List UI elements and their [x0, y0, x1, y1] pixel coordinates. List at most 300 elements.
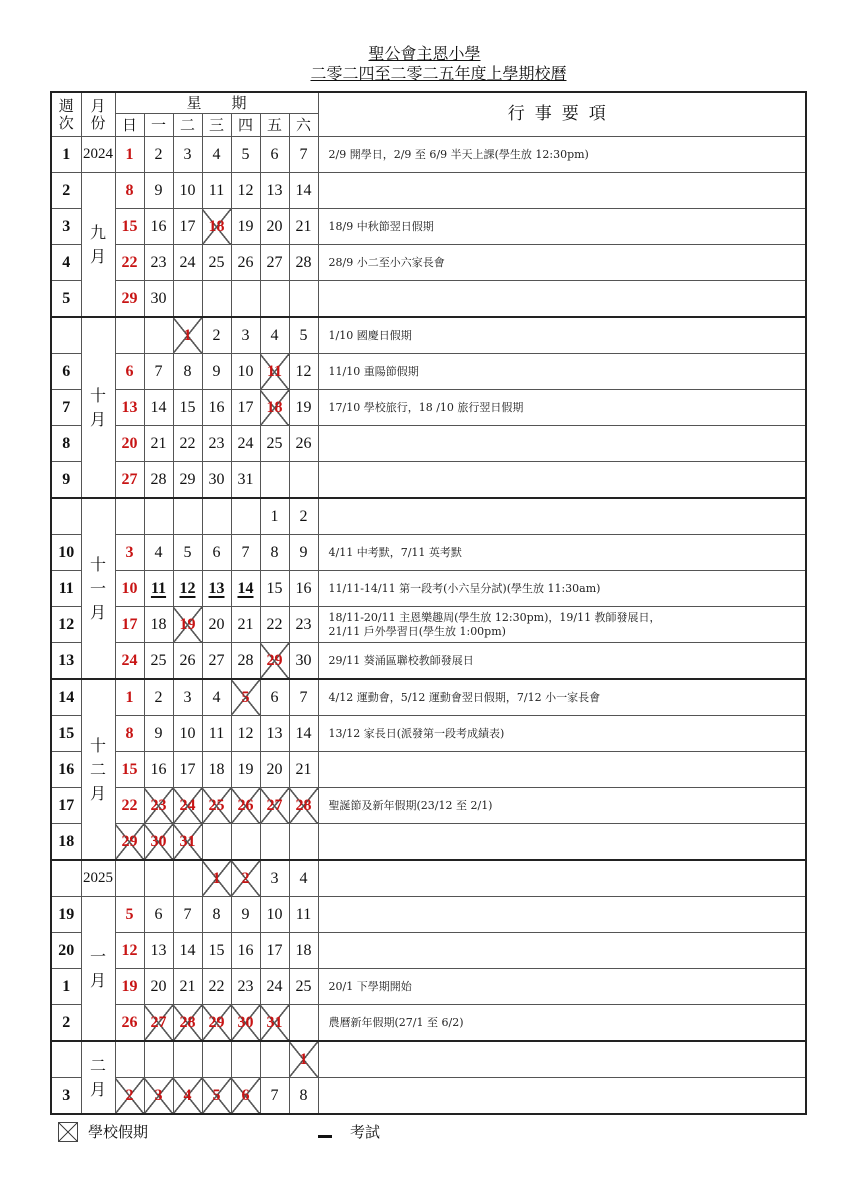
week-number: 19: [51, 897, 81, 933]
date-cell: [260, 933, 289, 969]
weekday-labels: [116, 114, 318, 136]
date-cell: [173, 426, 202, 462]
date-cell: [231, 897, 260, 933]
event-text: [318, 462, 806, 499]
date-cell: [289, 1078, 318, 1115]
date-cell: [144, 317, 173, 354]
date-number: 8: [270, 543, 279, 561]
holiday-date-cell: [173, 788, 202, 824]
holiday-date-cell: [231, 679, 260, 716]
week-number: 12: [51, 607, 81, 643]
week-number: 3: [51, 209, 81, 245]
date-cell: [260, 426, 289, 462]
date-cell: [202, 535, 231, 571]
year-label: 2025: [81, 860, 115, 897]
date-number: 2: [154, 145, 163, 163]
date-number: 31: [179, 832, 196, 850]
date-number: 14: [295, 724, 312, 742]
week-number: 6: [51, 354, 81, 390]
date-cell: [173, 969, 202, 1005]
date-cell: [173, 281, 202, 318]
holiday-date-cell: [144, 1078, 173, 1115]
date-cell: [289, 209, 318, 245]
date-cell: [289, 897, 318, 933]
month-char: 月: [89, 970, 106, 990]
month-label: [81, 498, 115, 679]
week-row: [51, 571, 806, 607]
date-cell: [260, 1078, 289, 1115]
date-number: 26: [179, 651, 196, 669]
date-cell: [231, 535, 260, 571]
date-cell: [289, 354, 318, 390]
date-number: 13: [208, 579, 225, 597]
date-cell: [173, 173, 202, 209]
date-cell: [202, 933, 231, 969]
date-number: 6: [125, 362, 134, 380]
holiday-date-cell: [202, 1005, 231, 1042]
week-row: [51, 137, 806, 173]
date-cell: [144, 607, 173, 643]
school-calendar-table: [50, 91, 807, 1115]
date-cell: [289, 1005, 318, 1042]
date-number: 27: [208, 651, 225, 669]
date-number: 1: [125, 688, 134, 706]
date-cell: [260, 317, 289, 354]
holiday-date-cell: [260, 1005, 289, 1042]
event-text: [318, 752, 806, 788]
date-cell: [173, 137, 202, 173]
date-cell: [289, 752, 318, 788]
event-text: [318, 1041, 806, 1078]
date-number: 13: [266, 724, 283, 742]
date-number: 1: [125, 145, 134, 163]
week-row: [51, 897, 806, 933]
week-number: 1: [51, 137, 81, 173]
week-number: [51, 1041, 81, 1078]
date-cell: [173, 245, 202, 281]
school-name: 聖公會主恩小學: [368, 44, 481, 63]
date-number: 6: [154, 905, 163, 923]
date-number: 27: [150, 1013, 167, 1031]
week-row: [51, 860, 806, 897]
date-number: 22: [179, 434, 196, 452]
holiday-date-cell: [144, 1005, 173, 1042]
date-number: 1: [270, 507, 279, 525]
date-cell: [115, 535, 144, 571]
date-number: 24: [266, 977, 283, 995]
date-number: 15: [266, 579, 283, 597]
date-cell: [202, 245, 231, 281]
date-number: 18: [295, 941, 312, 959]
date-number: 1: [212, 869, 221, 887]
date-number: 2: [241, 869, 250, 887]
date-number: 17: [179, 217, 196, 235]
weekday-label: 三: [203, 114, 232, 136]
holiday-date-cell: [231, 1078, 260, 1115]
event-text: [318, 824, 806, 861]
date-number: 23: [237, 977, 254, 995]
date-number: 30: [295, 651, 312, 669]
event-text: 4/12 運動會，5/12 運動會翌日假期，7/12 小一家長會: [318, 679, 806, 716]
date-cell: [289, 137, 318, 173]
date-cell: [260, 281, 289, 318]
date-cell: [260, 897, 289, 933]
month-header: [81, 92, 115, 137]
date-cell: [231, 317, 260, 354]
date-number: 1: [183, 326, 192, 344]
week-row: [51, 426, 806, 462]
date-number: 31: [237, 470, 254, 488]
date-cell: [231, 173, 260, 209]
date-number: 20: [150, 977, 167, 995]
date-number: 5: [299, 326, 308, 344]
date-number: 16: [237, 941, 254, 959]
date-number: 30: [237, 1013, 254, 1031]
calendar-header: [0, 44, 849, 84]
month-char: 二: [89, 1055, 106, 1075]
date-number: 4: [183, 1086, 192, 1104]
date-number: 8: [212, 905, 221, 923]
month-label: [81, 173, 115, 318]
event-text: [318, 498, 806, 535]
event-text: 11/10 重陽節假期: [318, 354, 806, 390]
date-number: 4: [212, 688, 221, 706]
date-cell: [260, 752, 289, 788]
weekday-group-header: [115, 92, 318, 137]
date-cell: [173, 535, 202, 571]
date-number: 13: [266, 181, 283, 199]
event-text: 2/9 開學日，2/9 至 6/9 半天上課(學生放 12:30pm): [318, 137, 806, 173]
date-cell: [115, 426, 144, 462]
date-cell: [231, 281, 260, 318]
date-cell: [115, 607, 144, 643]
date-cell: [144, 137, 173, 173]
date-number: 15: [121, 760, 138, 778]
date-cell: [202, 607, 231, 643]
week-row: [51, 462, 806, 499]
date-number: 30: [150, 832, 167, 850]
date-number: 5: [241, 688, 250, 706]
date-number: 2: [299, 507, 308, 525]
date-number: 30: [208, 470, 225, 488]
date-cell: [202, 137, 231, 173]
date-number: 29: [266, 651, 283, 669]
week-row: [51, 969, 806, 1005]
date-cell: [202, 679, 231, 716]
legend: [54, 1118, 804, 1148]
date-number: 24: [179, 253, 196, 271]
legend-holiday-label: 學校假期: [88, 1123, 149, 1141]
date-cell: [173, 354, 202, 390]
event-text: [318, 860, 806, 897]
week-number: 20: [51, 933, 81, 969]
holiday-date-cell: [202, 209, 231, 245]
date-cell: [115, 571, 144, 607]
date-cell: [202, 462, 231, 499]
date-cell: [231, 824, 260, 861]
date-number: 22: [266, 615, 283, 633]
events-header: 行事要項: [318, 92, 806, 137]
week-row: [51, 1078, 806, 1115]
date-cell: [289, 716, 318, 752]
date-cell: [173, 498, 202, 535]
holiday-date-cell: [260, 643, 289, 680]
date-number: 19: [179, 615, 196, 633]
date-cell: [260, 1041, 289, 1078]
week-row: [51, 173, 806, 209]
week-header-line1: 週: [58, 96, 74, 115]
date-cell: [144, 173, 173, 209]
date-number: 21: [295, 217, 312, 235]
holiday-date-cell: [115, 1078, 144, 1115]
date-number: 29: [179, 470, 196, 488]
week-row: [51, 933, 806, 969]
week-number: 15: [51, 716, 81, 752]
date-number: 28: [295, 796, 312, 814]
week-row: [51, 317, 806, 354]
month-char: 九: [89, 222, 106, 242]
date-cell: [202, 1041, 231, 1078]
date-number: 18: [150, 615, 167, 633]
week-number: 7: [51, 390, 81, 426]
date-cell: [144, 716, 173, 752]
date-number: 29: [121, 832, 138, 850]
date-number: 9: [299, 543, 308, 561]
date-number: 3: [183, 145, 192, 163]
week-number: 13: [51, 643, 81, 680]
date-cell: [115, 933, 144, 969]
month-char: 十: [89, 385, 106, 405]
date-cell: [115, 788, 144, 824]
calendar-title: 二零二四至二零二五年度上學期校曆: [310, 64, 567, 83]
date-number: 4: [154, 543, 163, 561]
date-number: 2: [125, 1086, 134, 1104]
date-number: 19: [237, 760, 254, 778]
date-number: 7: [154, 362, 163, 380]
date-number: 25: [266, 434, 283, 452]
date-cell: [289, 824, 318, 861]
week-number: 17: [51, 788, 81, 824]
date-cell: [173, 1041, 202, 1078]
date-number: 13: [121, 398, 138, 416]
date-cell: [144, 390, 173, 426]
date-number: 23: [150, 253, 167, 271]
date-cell: [144, 643, 173, 680]
date-number: 16: [208, 398, 225, 416]
date-number: 5: [183, 543, 192, 561]
date-cell: [144, 354, 173, 390]
date-number: 11: [150, 579, 167, 597]
date-cell: [260, 245, 289, 281]
date-cell: [260, 679, 289, 716]
date-cell: [173, 209, 202, 245]
week-number: 10: [51, 535, 81, 571]
date-cell: [289, 679, 318, 716]
date-cell: [202, 390, 231, 426]
week-number: 4: [51, 245, 81, 281]
event-text: [318, 897, 806, 933]
date-number: 6: [241, 1086, 250, 1104]
holiday-date-cell: [231, 860, 260, 897]
date-cell: [144, 245, 173, 281]
month-char: 十: [89, 554, 106, 574]
weekday-label: 二: [174, 114, 203, 136]
date-cell: [144, 969, 173, 1005]
date-cell: [231, 245, 260, 281]
date-number: 24: [121, 651, 138, 669]
month-header-line2: 份: [90, 113, 106, 132]
month-header-line1: 月: [90, 96, 106, 115]
week-header-line2: 次: [58, 113, 74, 132]
holiday-date-cell: [115, 824, 144, 861]
date-number: 23: [295, 615, 312, 633]
date-cell: [231, 571, 260, 607]
date-number: 26: [121, 1013, 138, 1031]
date-cell: [260, 571, 289, 607]
event-text: [318, 281, 806, 318]
week-row: [51, 354, 806, 390]
date-number: 5: [212, 1086, 221, 1104]
date-number: 15: [121, 217, 138, 235]
date-cell: [115, 245, 144, 281]
date-cell: [260, 535, 289, 571]
date-number: 10: [266, 905, 283, 923]
weekday-label: 日: [116, 114, 145, 136]
date-cell: [202, 969, 231, 1005]
event-text: 20/1 下學期開始: [318, 969, 806, 1005]
holiday-date-cell: [289, 788, 318, 824]
date-number: 11: [208, 724, 225, 742]
exam-underline-icon: [318, 1135, 332, 1138]
date-cell: [289, 860, 318, 897]
date-number: 26: [295, 434, 312, 452]
date-cell: [231, 643, 260, 680]
date-cell: [231, 607, 260, 643]
holiday-date-cell: [260, 354, 289, 390]
week-row: [51, 679, 806, 716]
date-cell: [115, 317, 144, 354]
week-number: [51, 317, 81, 354]
date-cell: [231, 462, 260, 499]
event-text: [318, 933, 806, 969]
date-cell: [115, 209, 144, 245]
date-cell: [231, 390, 260, 426]
week-number: 11: [51, 571, 81, 607]
date-number: 8: [183, 362, 192, 380]
date-number: 18: [208, 760, 225, 778]
month-char: 月: [89, 1079, 106, 1099]
date-cell: [115, 137, 144, 173]
date-cell: [202, 173, 231, 209]
event-text: 1/10 國慶日假期: [318, 317, 806, 354]
date-cell: [231, 498, 260, 535]
date-cell: [202, 897, 231, 933]
date-number: 16: [150, 217, 167, 235]
date-cell: [115, 354, 144, 390]
week-number: 3: [51, 1078, 81, 1115]
date-cell: [260, 209, 289, 245]
date-cell: [115, 860, 144, 897]
week-row: [51, 1041, 806, 1078]
date-cell: [260, 969, 289, 1005]
date-number: 30: [150, 289, 167, 307]
date-number: 17: [266, 941, 283, 959]
month-char: 月: [89, 602, 106, 622]
date-number: 27: [266, 253, 283, 271]
week-row: [51, 209, 806, 245]
week-row: [51, 607, 806, 643]
date-cell: [173, 897, 202, 933]
week-number: 5: [51, 281, 81, 318]
date-number: 12: [295, 362, 312, 380]
date-number: 3: [270, 869, 279, 887]
date-number: 7: [299, 145, 308, 163]
date-number: 3: [154, 1086, 163, 1104]
date-cell: [144, 860, 173, 897]
event-text: 11/11-14/11 第一段考(小六呈分試)(學生放 11:30am): [318, 571, 806, 607]
week-row: [51, 824, 806, 861]
event-text: [318, 426, 806, 462]
event-text: 聖誕節及新年假期(23/12 至 2/1): [318, 788, 806, 824]
date-number: 17: [179, 760, 196, 778]
date-number: 25: [208, 796, 225, 814]
date-cell: [115, 281, 144, 318]
date-cell: [231, 354, 260, 390]
date-number: 28: [237, 651, 254, 669]
event-text: 18/9 中秋節翌日假期: [318, 209, 806, 245]
date-number: 11: [208, 181, 225, 199]
date-cell: [260, 498, 289, 535]
date-cell: [144, 281, 173, 318]
date-cell: [260, 824, 289, 861]
date-number: 14: [295, 181, 312, 199]
date-number: 26: [237, 796, 254, 814]
date-number: 9: [241, 905, 250, 923]
week-header: [51, 92, 81, 137]
date-number: 19: [121, 977, 138, 995]
date-number: 12: [179, 579, 196, 597]
date-number: 12: [237, 724, 254, 742]
date-number: 20: [208, 615, 225, 633]
holiday-date-cell: [231, 1005, 260, 1042]
date-cell: [289, 317, 318, 354]
date-cell: [289, 390, 318, 426]
date-cell: [260, 137, 289, 173]
weekday-label: 四: [232, 114, 261, 136]
holiday-date-cell: [173, 824, 202, 861]
date-number: 6: [212, 543, 221, 561]
date-number: 10: [237, 362, 254, 380]
date-number: 18: [266, 398, 283, 416]
event-text: [318, 1078, 806, 1115]
event-text: 29/11 葵涌區聯校教師發展日: [318, 643, 806, 680]
date-cell: [289, 607, 318, 643]
month-char: 月: [89, 409, 106, 429]
date-cell: [260, 607, 289, 643]
date-number: 16: [295, 579, 312, 597]
date-cell: [231, 716, 260, 752]
date-cell: [260, 860, 289, 897]
date-number: 25: [208, 253, 225, 271]
date-cell: [231, 969, 260, 1005]
date-cell: [144, 933, 173, 969]
month-label: [81, 897, 115, 1042]
event-text: [318, 173, 806, 209]
date-cell: [289, 281, 318, 318]
date-cell: [115, 498, 144, 535]
week-row: [51, 716, 806, 752]
date-cell: [115, 716, 144, 752]
